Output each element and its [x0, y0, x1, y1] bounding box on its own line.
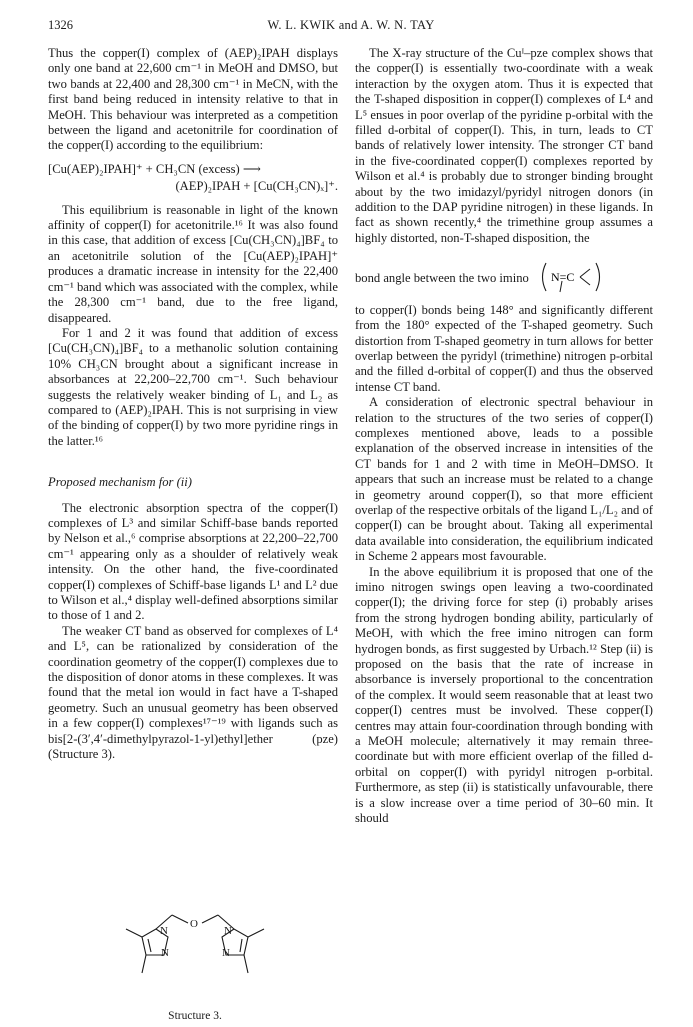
structure-3-figure: [60, 893, 330, 1023]
paragraph: The X-ray structure of the Cuᴵ–pze complex shows that the copper(I) is essentially two-coordinate with a weak interaction by the oxygen atom. Thus it is expected that the T-shaped disposition in copper(I) complexes of L⁴ and L⁵ ensues in poor overlap of the pyridine p-orbital with the filled d-orbital of copper(I). This, in turn, leads to CT bands of relatively lower intensity. The stronger CT band in the five-coordinated copper(I) complexes reported by Wilson et al.⁴ is probably due to stronger binding brought about by the two imidazyl/pyridyl nitrogen donors (in addition to the DAP pyridine nitrogen) in these ligands. In fact as shown recently,⁴ the trimethine group assumes a highly distorted, non-T-shaped disposition, the: [355, 46, 653, 245]
oxygen-atom-label: O: [190, 918, 198, 930]
imino-group-label: N=C: [550, 270, 575, 285]
structure-caption: Structure 3.: [168, 1010, 222, 1022]
paragraph: A consideration of electronic spectral behaviour in relation to the structures of the two series of copper(I) complexes mentioned above, leads to a possible explanation of the observed increase in intensities of the CT bands for 1 and 2 with time in MeOH–DMSO. It appears that such an increase must be related to a change in geometry around copper(I), so that more efficient overlap of the respective orbitals of the ligand L₁/L₂ and of copper(I) can be brought about. Taking all experimental data available into consideration, the equilibrium indicated in Scheme 2 appears most favourable.: [355, 395, 653, 564]
paragraph: The electronic absorption spectra of the copper(I) complexes of L³ and similar Schiff-base bands reported by Nelson et al.,⁶ comprise absorptions at 22,200–22,700 cm⁻¹ appearing only as a shoulder of relatively weak intensity. On the other hand, the five-coordinated copper(I) complexes of Schiff-base ligands L¹ and L² due to Wilson et al.,⁴ display well-defined absorptions similar to those of 1 and 2.: [48, 500, 338, 623]
imino-group-drawing: [538, 260, 604, 294]
nitrogen-atom-label: N: [222, 947, 230, 959]
paragraph-inline-formula: [355, 260, 653, 298]
paragraph: The weaker CT band as observed for complexes of L⁴ and L⁵, can be rationalized by consideration of the coordination geometry of the copper(I) complexes due to the disposition of donor atoms in these complexes. It was found that the metal ion would in fact have a T-shaped geometry. Such an unusual geometry has been observed in a few copper(I) complexes¹⁷⁻¹⁹ with ligands such as bis[2-(3′,4′-dimethylpyrazol-1-yl)ethyl]ether (pze) (Structure 3).: [48, 623, 338, 762]
left-column: [48, 46, 338, 762]
right-column: [355, 46, 653, 827]
section-heading: Proposed mechanism for (ii): [48, 475, 192, 490]
nitrogen-atom-label: N: [161, 947, 169, 959]
nitrogen-atom-label: N: [160, 925, 168, 937]
pze-ligand-drawing: [60, 893, 330, 1008]
inline-text: bond angle between the two imino: [355, 271, 529, 286]
page-header: [48, 18, 654, 34]
paragraph: In the above equilibrium it is proposed that one of the imino nitrogen swings open leaving a two-coordinated copper(I); the driving force for step (i) probably arises from the strong hydrogen bonding ability, particularly of MeOH, with which the free imino nitrogen can form hydrogen bonds, as first suggested by Urbach.¹² Step (ii) is proposed on the basis that the rate of increase in absorbance is inversely proportional to the concentration of the complex. It would seem reasonable that at least two copper(I) centres must be involved. These copper(I) centres may attain four-coordination through bonding with a MeOH molecule; alternatively it may remain three-coordinate but with more efficient overlap of the filled d-orbital on copper(I) with pyridyl nitrogen p-orbital. Furthermore, as step (ii) is statistically unfavourable, there is a slow increase over a time period of 30–60 min. It should: [355, 564, 653, 826]
equation-line-2: (AEP)₂IPAH + [Cu(CH₃CN)ₓ]⁺.: [175, 179, 338, 194]
paragraph: For 1 and 2 it was found that addition of excess [Cu(CH₃CN)₄]BF₄ to a methanolic solution containing 10% CH₃CN brought about a significant increase in absorbances at 22,200–22,700 cm⁻¹. Such behaviour suggests the relatively weaker binding of L₁ and L₂ as compared to (AEP)₂IPAH. This is not surprising in view of the binding of copper(I) by two more pyridine rings in the latter.¹⁶: [48, 325, 338, 448]
equation-line-1: [Cu(AEP)₂IPAH]⁺ + CH₃CN (excess) ⟶: [48, 161, 261, 176]
page-number: 1326: [48, 18, 73, 32]
nitrogen-atom-label: N: [224, 925, 232, 937]
paragraph: Thus the copper(I) complex of (AEP)₂IPAH displays only one band at 22,600 cm⁻¹ in MeOH and DMSO, but two bands at 22,400 and 28,300 cm⁻¹ in MeCN, with the first band being reduced in intensity relative to that in MeOH. This behaviour was interpreted as a competition between the ligand and acetonitrile for coordination of the copper(I) according to the equilibrium:: [48, 46, 338, 153]
running-head: W. L. KWIK and A. W. N. TAY: [267, 18, 435, 32]
paragraph: to copper(I) bonds being 148° and significantly different from the 180° expected of the T-shaped geometry. Such distortion from T-shaped geometry in turn allows for better overlap between the pyridyl (trimethine) nitrogen p-orbital and the filled d-orbital of copper(I) and thus the observed intense CT band.: [355, 302, 653, 394]
imino-group-structure: [538, 260, 604, 298]
paragraph: This equilibrium is reasonable in light of the known affinity of copper(I) for acetonitrile.¹⁶ It was also found in this case, that addition of excess [Cu(CH₃CN)₄]BF₄ to an acetonitrile solution of the [Cu(AEP)₂IPAH]⁺ produces a dramatic increase in intensity for the 22,400 cm⁻¹ band which was associated with the complex, while the 28,300 cm⁻¹ band, due to the free ligand, disappeared.: [48, 202, 338, 325]
